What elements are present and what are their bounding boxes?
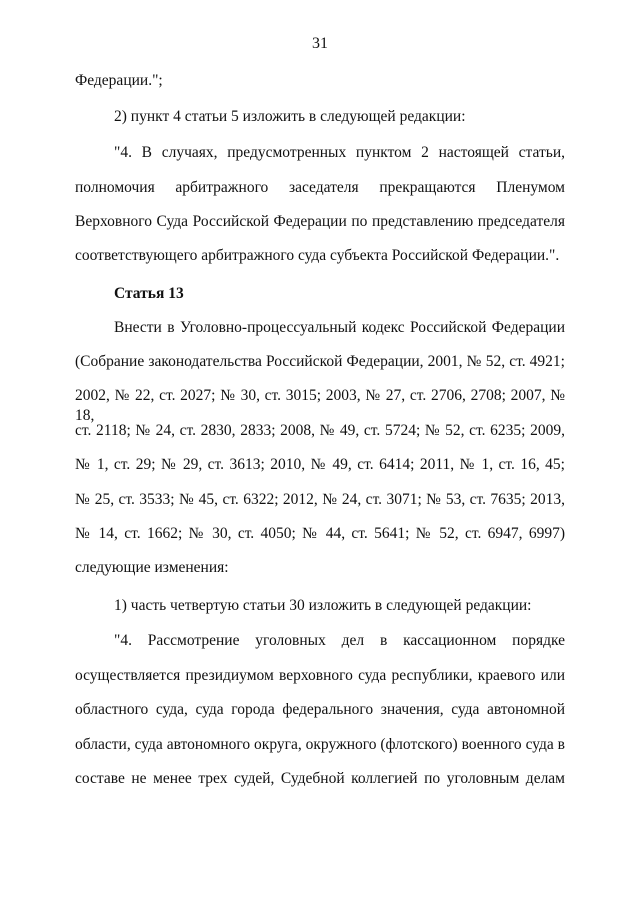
- article-heading: Статья 13: [114, 285, 184, 302]
- text-line: "4. Рассмотрение уголовных дел в кассационном порядке: [114, 632, 565, 649]
- text-line: Верховного Суда Российской Федерации по представлению председателя: [75, 213, 565, 230]
- text-line: следующие изменения:: [75, 559, 229, 576]
- text-line: № 14, ст. 1662; № 30, ст. 4050; № 44, ст. 5641; № 52, ст. 6947, 6997): [75, 525, 565, 542]
- text-line: (Собрание законодательства Российской Федерации, 2001, № 52, ст. 4921;: [75, 353, 565, 370]
- text-line: Внести в Уголовно-процессуальный кодекс Российской Федерации: [114, 319, 565, 336]
- text-line: № 25, ст. 3533; № 45, ст. 6322; 2012, № 24, ст. 3071; № 53, ст. 7635; 2013,: [75, 491, 565, 508]
- text-line: "4. В случаях, предусмотренных пунктом 2 настоящей статьи,: [114, 144, 565, 161]
- text-line: области, суда автономного округа, окружного (флотского) военного суда в: [75, 736, 565, 753]
- text-line: 2002, № 22, ст. 2027; № 30, ст. 3015; 2003, № 27, ст. 2706, 2708; 2007, № 18,: [75, 387, 565, 424]
- text-line: ст. 2118; № 24, ст. 2830, 2833; 2008, № 49, ст. 5724; № 52, ст. 6235; 2009,: [75, 422, 565, 439]
- text-line: 1) часть четвертую статьи 30 изложить в следующей редакции:: [114, 597, 532, 614]
- text-line: полномочия арбитражного заседателя прекращаются Пленумом: [75, 179, 565, 196]
- text-line: областного суда, суда города федерального значения, суда автономной: [75, 701, 565, 718]
- text-line: 2) пункт 4 статьи 5 изложить в следующей редакции:: [114, 108, 466, 125]
- text-line: Федерации.";: [75, 72, 163, 89]
- text-line: составе не менее трех судей, Судебной коллегией по уголовным делам: [75, 770, 565, 787]
- text-line: соответствующего арбитражного суда субъекта Российской Федерации.".: [75, 247, 560, 264]
- text-line: осуществляется президиумом верховного суда республики, краевого или: [75, 667, 565, 684]
- page-number: 31: [312, 35, 328, 52]
- text-line: № 1, ст. 29; № 29, ст. 3613; 2010, № 49, ст. 6414; 2011, № 1, ст. 16, 45;: [75, 456, 565, 473]
